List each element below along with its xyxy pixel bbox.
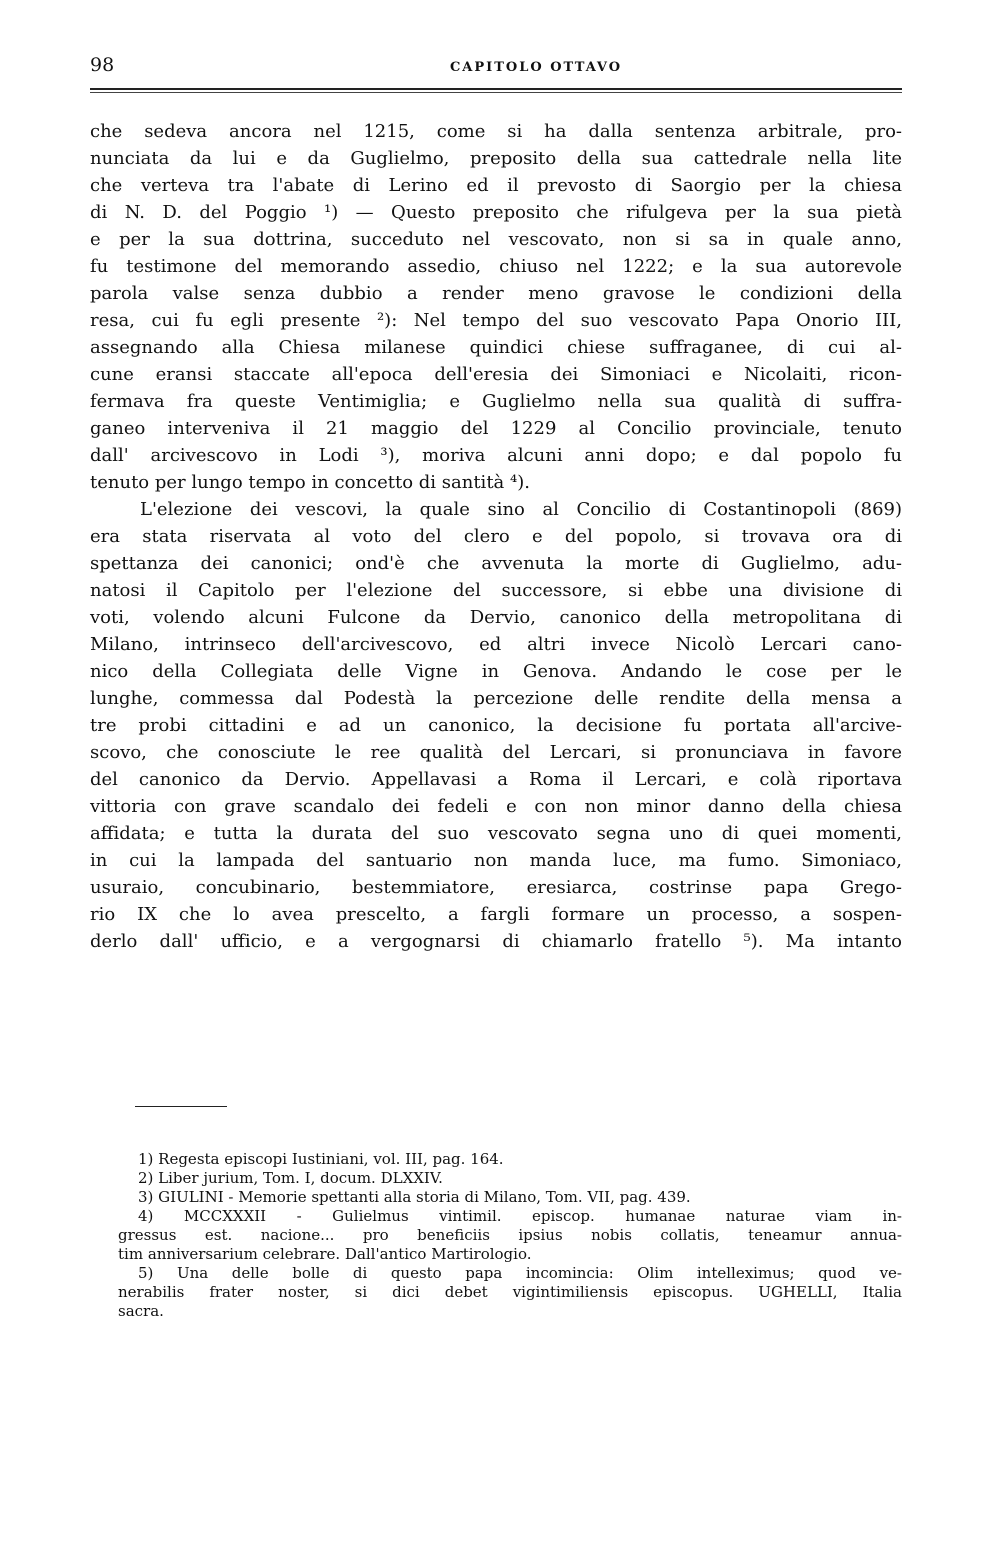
body-line: affidata; e tutta la durata del suo vescovato segna uno di quei momenti, bbox=[90, 823, 902, 844]
body-line: dall' arcivescovo in Lodi ³), moriva alcuni anni dopo; e dal popolo fu bbox=[90, 445, 902, 466]
body-line: in cui la lampada del santuario non manda luce, ma fumo. Simoniaco, bbox=[90, 850, 902, 871]
body-line: ganeo interveniva il 21 maggio del 1229 al Concilio provinciale, tenuto bbox=[90, 418, 902, 439]
body-line: era stata riservata al voto del clero e del popolo, si trovava ora di bbox=[90, 526, 902, 547]
body-line: lunghe, commessa dal Podestà la percezione delle rendite della mensa a bbox=[90, 688, 902, 709]
body-line: e per la sua dottrina, succeduto nel vescovato, non si sa in quale anno, bbox=[90, 229, 902, 250]
footnote-4-cont: tim anniversarium celebrare. Dall'antico Martirologio. bbox=[118, 1245, 532, 1263]
footnotes bbox=[118, 1150, 902, 1321]
body-line: di N. D. del Poggio ¹) — Questo preposito che rifulgeva per la sua pietà bbox=[90, 202, 902, 223]
body-line: vittoria con grave scandalo dei fedeli e con non minor danno della chiesa bbox=[90, 796, 902, 817]
body-line: nunciata da lui e da Guglielmo, preposito della sua cattedrale nella lite bbox=[90, 148, 902, 169]
body-text bbox=[90, 118, 902, 955]
body-line: voti, volendo alcuni Fulcone da Dervio, canonico della metropolitana di bbox=[90, 607, 902, 628]
body-line: cune eransi staccate all'epoca dell'eresia dei Simoniaci e Nicolaiti, ricon- bbox=[90, 364, 902, 385]
body-line: L'elezione dei vescovi, la quale sino al Concilio di Costantinopoli (869) bbox=[140, 499, 902, 520]
footnote-1: 1) Regesta episcopi Iustiniani, vol. III, pag. 164. bbox=[138, 1150, 504, 1168]
footnote-5-cont: nerabilis frater noster, si dici debet vigintimiliensis episcopus. UGHELLI, Italia bbox=[118, 1283, 902, 1301]
footnote-4-cont: gressus est. nacione... pro beneficiis ipsius nobis collatis, teneamur annua- bbox=[118, 1226, 902, 1244]
running-head: CAPITOLO OTTAVO bbox=[449, 60, 623, 75]
body-line: scovo, che conosciute le ree qualità del Lercari, si pronunciava in favore bbox=[90, 742, 902, 763]
footnote-5-cont: sacra. bbox=[118, 1302, 164, 1320]
body-line: che verteva tra l'abate di Lerino ed il prevosto di Saorgio per la chiesa bbox=[90, 175, 902, 196]
body-line: derlo dall' ufficio, e a vergognarsi di chiamarlo fratello ⁵). Ma intanto bbox=[90, 931, 902, 952]
body-line: tenuto per lungo tempo in concetto di santità ⁴). bbox=[90, 472, 530, 493]
body-line: fu testimone del memorando assedio, chiuso nel 1222; e la sua autorevole bbox=[90, 256, 902, 277]
body-line: rio IX che lo avea prescelto, a fargli formare un processo, a sospen- bbox=[90, 904, 902, 925]
body-line: parola valse senza dubbio a render meno gravose le condizioni della bbox=[90, 283, 902, 304]
page-header bbox=[90, 54, 902, 84]
footnote-2: 2) Liber jurium, Tom. I, docum. DLXXIV. bbox=[138, 1169, 443, 1187]
body-line: spettanza dei canonici; ond'è che avvenuta la morte di Guglielmo, adu- bbox=[90, 553, 902, 574]
body-line: Milano, intrinseco dell'arcivescovo, ed altri invece Nicolò Lercari cano- bbox=[90, 634, 902, 655]
footnote-4: 4) MCCXXXII - Gulielmus vintimil. episcop. humanae naturae viam in- bbox=[138, 1207, 902, 1225]
footnote-3: 3) GIULINI - Memorie spettanti alla storia di Milano, Tom. VII, pag. 439. bbox=[138, 1188, 691, 1206]
body-line: che sedeva ancora nel 1215, come si ha dalla sentenza arbitrale, pro- bbox=[90, 121, 902, 142]
body-line: usuraio, concubinario, bestemmiatore, eresiarca, costrinse papa Grego- bbox=[90, 877, 902, 898]
footnote-5: 5) Una delle bolle di questo papa incomincia: Olim intelleximus; quod ve- bbox=[138, 1264, 902, 1282]
body-line: natosi il Capitolo per l'elezione del successore, si ebbe una divisione di bbox=[90, 580, 902, 601]
body-line: del canonico da Dervio. Appellavasi a Roma il Lercari, e colà riportava bbox=[90, 769, 902, 790]
page-number: 98 bbox=[90, 54, 115, 76]
body-line: assegnando alla Chiesa milanese quindici chiese suffraganee, di cui al- bbox=[90, 337, 902, 358]
footnote-rule bbox=[135, 1106, 227, 1107]
body-line: fermava fra queste Ventimiglia; e Guglielmo nella sua qualità di suffra- bbox=[90, 391, 902, 412]
header-rule bbox=[90, 88, 902, 90]
body-line: tre probi cittadini e ad un canonico, la decisione fu portata all'arcive- bbox=[90, 715, 902, 736]
body-line: nico della Collegiata delle Vigne in Genova. Andando le cose per le bbox=[90, 661, 902, 682]
header-rule-thin bbox=[90, 92, 902, 93]
body-line: resa, cui fu egli presente ²): Nel tempo del suo vescovato Papa Onorio III, bbox=[90, 310, 902, 331]
